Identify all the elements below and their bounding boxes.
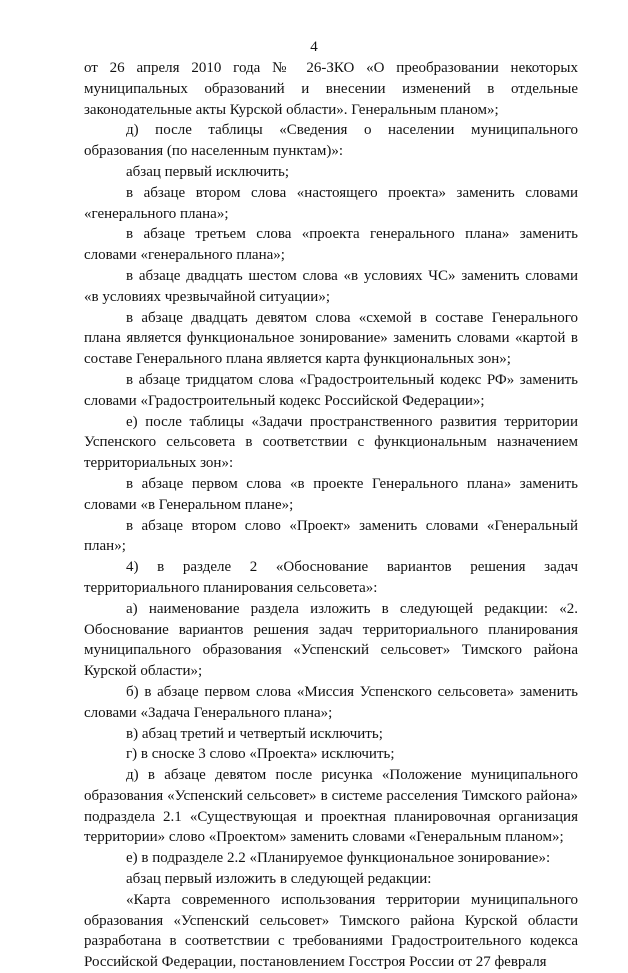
- document-body: [84, 58, 578, 973]
- paragraph: в абзаце втором слова «настоящего проекта» заменить словами «генерального плана»;: [84, 184, 578, 222]
- paragraph: а) наименование раздела изложить в следующей редакции: «2. Обоснование вариантов решения задач территориального планирования муниципального образования «Успенский сельсовет» Тимского района Курской области»;: [84, 600, 578, 680]
- paragraph: в абзаце двадцать девятом слова «схемой в составе Генерального плана является функциональное зонирование» заменить словами «картой в составе Генерального плана является карта функциональных зон»;: [84, 309, 578, 368]
- paragraph: в абзаце двадцать шестом слова «в условиях ЧС» заменить словами «в условиях чрезвычайной ситуации»;: [84, 267, 578, 305]
- paragraph: е) в подразделе 2.2 «Планируемое функциональное зонирование»:: [126, 850, 551, 867]
- paragraph: е) после таблицы «Задачи пространственного развития территории Успенского сельсовета в соответствии с функциональным назначением территориальных зон»:: [84, 413, 578, 472]
- paragraph: «Карта современного использования территории муниципального образования «Успенский сельсовет» Тимского района Курской области разработана в соответствии с требованиями Градостроительного кодекса Российской Федерации, постановлением Госстроя России от 27 февраля: [84, 891, 578, 971]
- paragraph: в абзаце втором слово «Проект» заменить словами «Генеральный план»;: [84, 517, 578, 555]
- paragraph: д) в абзаце девятом после рисунка «Положение муниципального образования «Успенский сельсовет» в системе расселения Тимского района» подраздела 2.1 «Существующая и проектная планировочная организация территории» слово «Проектом» заменить словами «Генеральным планом»;: [84, 767, 578, 846]
- paragraph: абзац первый изложить в следующей редакции:: [126, 871, 432, 888]
- page-number: 4: [310, 39, 318, 55]
- paragraph: д) после таблицы «Сведения о населении муниципального образования (по населенным пунктам)»:: [84, 122, 578, 160]
- paragraph: в абзаце тридцатом слова «Градостроительный кодекс РФ» заменить словами «Градостроительный кодекс Российской Федерации»;: [84, 371, 578, 409]
- paragraph: в) абзац третий и четвертый исключить;: [126, 725, 383, 742]
- paragraph: от 26 апреля 2010 года № 26-ЗКО «О преобразовании некоторых муниципальных образований и внесении изменений в отдельные законодательные акты Курской области». Генеральным планом»;: [84, 60, 578, 118]
- paragraph: б) в абзаце первом слова «Миссия Успенского сельсовета» заменить словами «Задача Генерального плана»;: [84, 683, 578, 721]
- paragraph: в абзаце первом слова «в проекте Генерального плана» заменить словами «в Генеральном плане»;: [84, 475, 578, 513]
- paragraph: г) в сноске 3 слово «Проекта» исключить;: [126, 746, 395, 763]
- paragraph: в абзаце третьем слова «проекта генерального плана» заменить словами «генерального плана»;: [84, 226, 578, 264]
- paragraph: 4) в разделе 2 «Обоснование вариантов решения задач территориального планирования сельсовета»:: [84, 559, 578, 596]
- paragraph: абзац первый исключить;: [126, 163, 290, 180]
